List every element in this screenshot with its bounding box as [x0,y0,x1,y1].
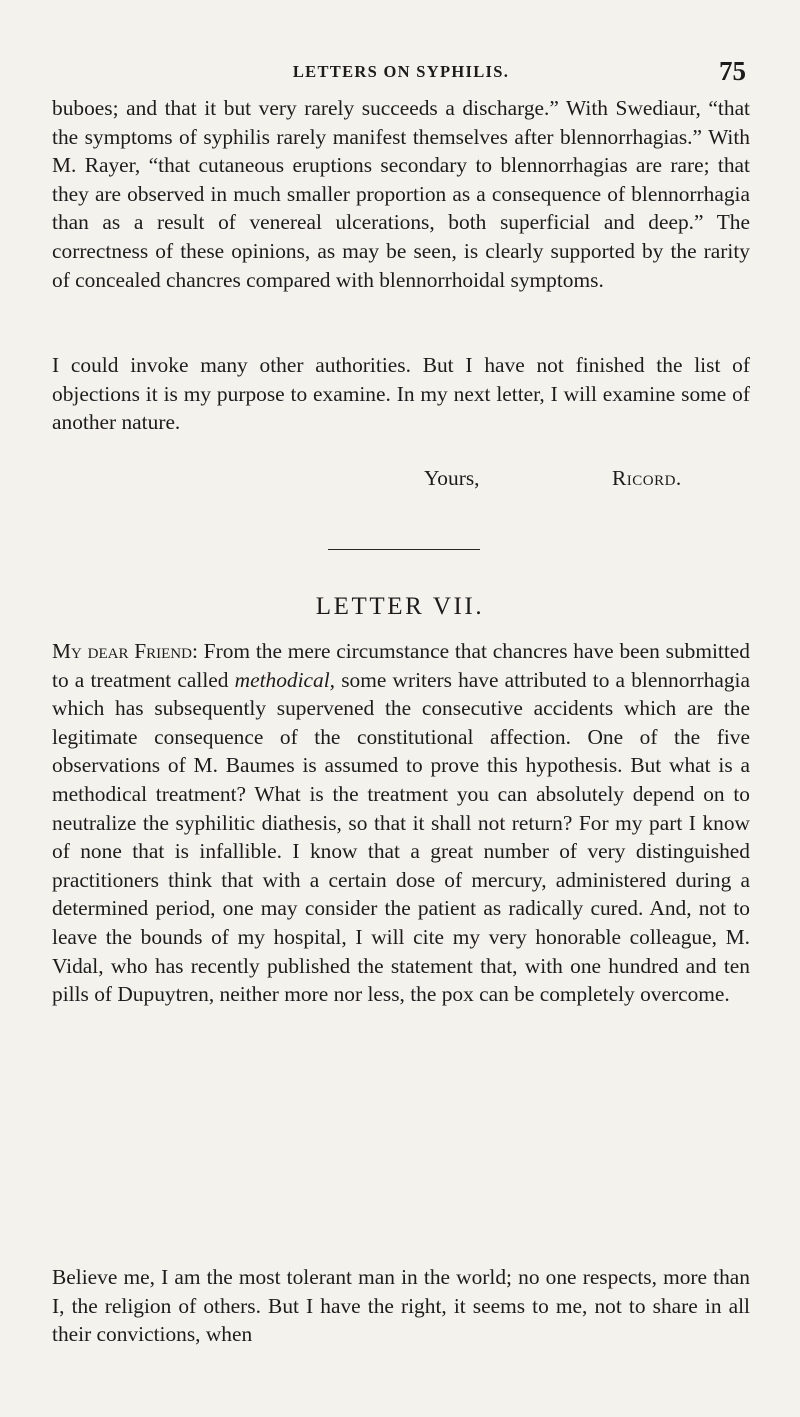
letter-signoff [52,466,750,496]
body-paragraph-1 [52,94,750,294]
paragraph-text: buboes; and that it but very rarely succeeds a discharge.” With Swediaur, “that the symptoms of syphilis rarely manifest themselves after blennorrhagias.” With M. Rayer, “that cutaneous eruptions secondary to blennorrhagias are rare; that they are observed in much smaller proportion as a consequence of blennorrhagia than as a result of venereal ulcerations, both superficial and deep.” The correctness of these opinions, as may be seen, is clearly supported by the rarity of concealed chancres compared with blennorrhoidal symptoms. [52,96,750,292]
signoff-yours: Yours, [424,466,480,490]
running-title: LETTERS ON SYPHILIS. [292,62,510,81]
letter-7-paragraph-1 [52,637,750,1009]
section-divider [328,549,480,550]
paragraph-run: From the mere circumstance that chancres have been submitted to a treatment called [52,639,750,692]
body-paragraph-2 [52,351,750,437]
signoff-name: Ricord. [612,466,682,490]
paragraph-run: some writers have attributed to a blennorrhagia which has subsequently supervened the consecutive accidents which are the legitimate consequence of the constitutional affection. One of the five observations of M. Baumes is assumed to prove this hypothesis. But what is a methodical treatment? What is the treatment you can absolutely depend on to neutralize the syphilitic diathesis, so that it shall not return? For my part I know of none that is infallible. I know that a great number of very distinguished practitioners think that with a certain dose of mercury, administered during a determined period, one may consider the patient as radically cured. And, not to leave the bounds of my hospital, I will cite my very honorable colleague, M. Vidal, who has recently published the statement that, with one hundred and ten pills of Dupuytren, neither more nor less, the pox can be completely overcome. [52,667,750,1007]
paragraph-text: Believe me, I am the most tolerant man in the world; no one respects, more than I, the religion of others. But I have the right, it seems to me, not to share in all their convictions, when [52,1265,750,1347]
page-number: 75 [719,56,746,86]
paragraph-text: I could invoke many other authorities. But I have not finished the list of objections it is my purpose to examine. In my next letter, I will examine some of another nature. [52,353,750,435]
paragraph-text [52,637,750,1009]
letter-heading: LETTER VII. [315,593,485,620]
emphasis-methodical: methodical, [234,667,336,692]
running-header [56,56,746,90]
letter-7-paragraph-2 [52,1263,750,1349]
salutation: My dear Friend: [52,639,198,663]
